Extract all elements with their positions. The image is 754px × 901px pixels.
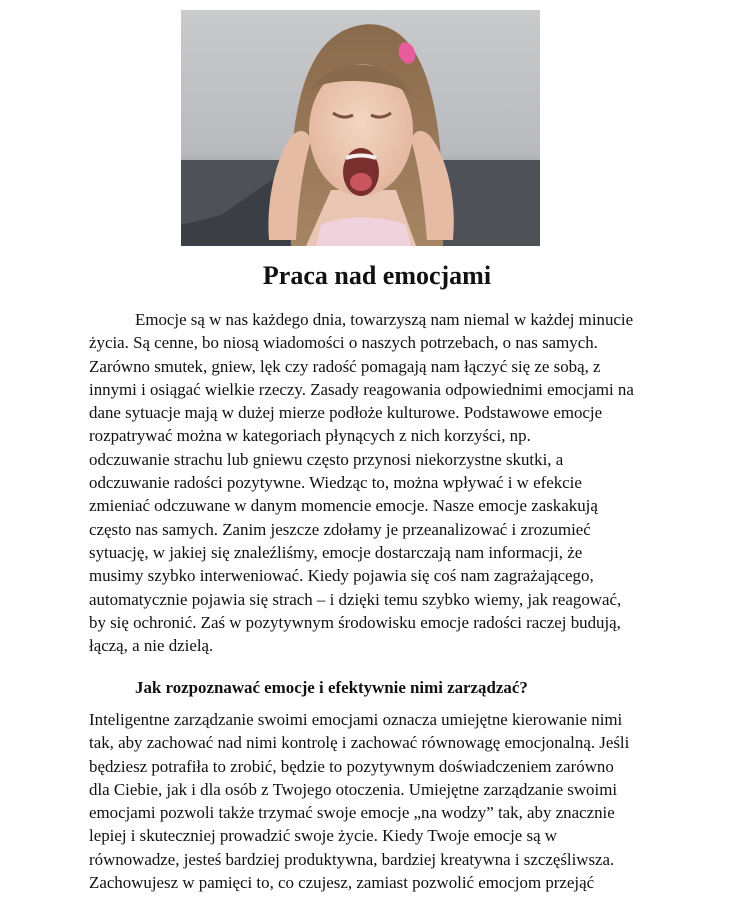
text-line: sytuację, w jakiej się znaleźliśmy, emocje dostarczają nam informacji, że <box>89 542 583 562</box>
text-line: emocjami pozwoli także trzymać swoje emocje „na wodzy” tak, aby znacznie <box>89 803 615 823</box>
article-title: Praca nad emocjami <box>262 261 492 290</box>
text-line: będziesz potrafiła to zrobić, będzie to pozytywnym doświadczeniem zarówno <box>89 756 614 776</box>
text-line: równowadze, jesteś bardziej produktywna, bardziej kreatywna i szczęśliwsza. <box>89 849 615 869</box>
section-heading: Jak rozpoznawać emocje i efektywnie nimi zarządzać? <box>135 678 528 697</box>
paragraph-emotion-management <box>89 708 679 894</box>
text-line: tak, aby zachować nad nimi kontrolę i zachować równowagę emocjonalną. Jeśli <box>89 733 630 753</box>
text-line: łączą, a nie dzielą. <box>89 636 214 656</box>
text-line: Emocje są w nas każdego dnia, towarzyszą nam niemal w każdej minucie <box>135 310 634 329</box>
text-line: automatycznie pojawia się strach – i dzięki temu szybko wiemy, jak reagować, <box>89 589 622 609</box>
text-line: by się ochronić. Zaś w pozytywnym środowisku emocje radości raczej budują, <box>89 612 621 632</box>
text-line: dane sytuacje mają w dużej mierze podłoże kulturowe. Podstawowe emocje <box>89 403 603 423</box>
text-line: rozpatrywać można w kategoriach płynących z nich korzyści, np. <box>89 426 531 446</box>
text-line: odczuwanie radości pozytywne. Wiedząc to, można wpływać i w efekcie <box>89 473 582 493</box>
text-line: życia. Są cenne, bo niosą wiadomości o naszych potrzebach, o nas samych. <box>89 333 598 353</box>
text-line: często nas samych. Zanim jeszcze zdołamy je przeanalizować i zrozumieć <box>89 519 591 539</box>
text-line: odczuwanie strachu lub gniewu często przynosi niekorzystne skutki, a <box>89 449 564 469</box>
text-line: musimy szybko interweniować. Kiedy pojawia się coś nam zagrażającego, <box>89 566 594 586</box>
text-line: innymi i osiągać wielkie rzeczy. Zasady reagowania odpowiednimi emocjami na <box>89 379 634 399</box>
text-line: zmieniać odczuwane w danym momencie emocje. Nasze emocje zaskakują <box>89 496 598 516</box>
text-line: Zachowujesz w pamięci to, co czujesz, zamiast pozwolić emocjom przejąć <box>89 873 595 893</box>
text-line: Zarówno smutek, gniew, lęk czy radość pomagają nam łączyć się ze sobą, z <box>89 356 601 376</box>
photo-girl-covering-ears <box>181 10 540 246</box>
text-line: dla Ciebie, jak i dla osób z Twojego otoczenia. Umiejętne zarządzanie swoimi <box>89 779 618 799</box>
paragraph-emotions-intro <box>89 308 679 657</box>
text-line: lepiej i skuteczniej prowadzić swoje życie. Kiedy Twoje emocje są w <box>89 826 557 846</box>
text-line: Inteligentne zarządzanie swoimi emocjami oznacza umiejętne kierowanie nimi <box>89 710 623 729</box>
